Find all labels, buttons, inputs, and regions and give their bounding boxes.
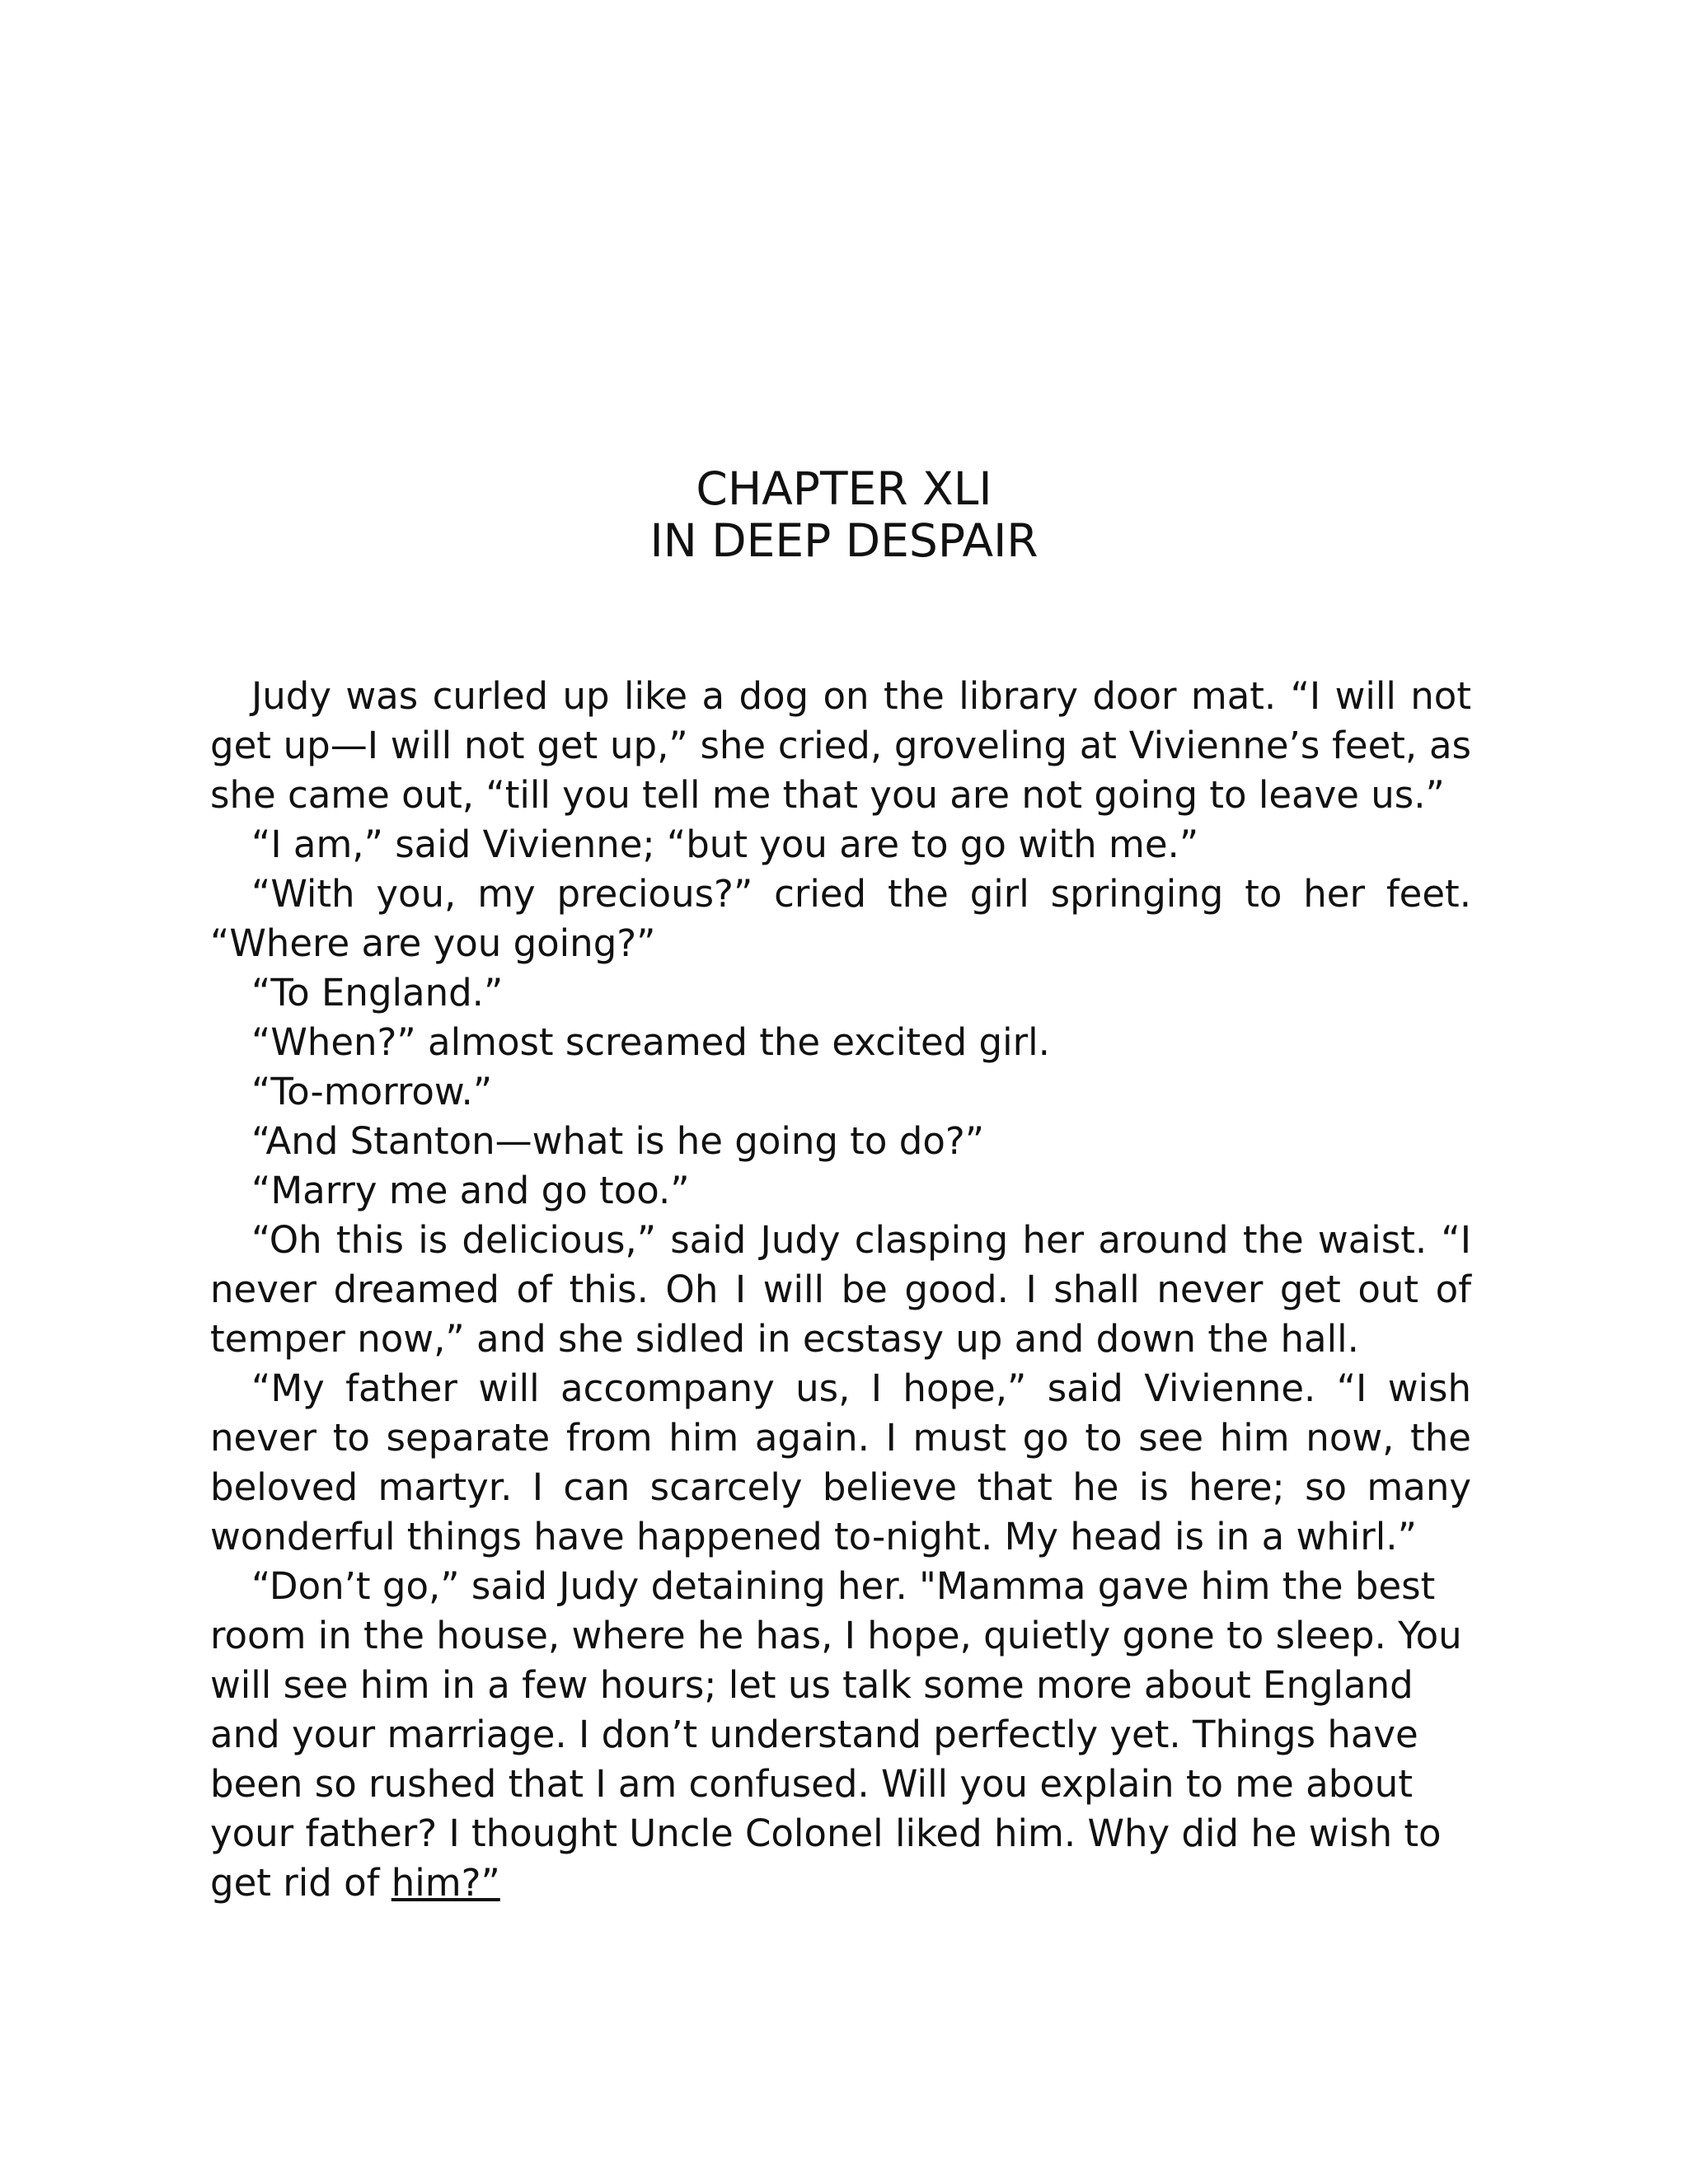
chapter-title: IN DEEP DESPAIR: [649, 514, 1039, 567]
paragraph-last-text: “Don’t go,” said Judy detaining her. "Mamma gave him the best room in the house, where he has, I hope, quietly gone to sleep. You will see him in a few hours; let us talk some more about England and your marriage. I don’t understand perfectly yet. Things have been so rushed that I am confused. Will you explain to me about your father? I thought Uncle Colonel liked him. Why did he wish to get rid of: [210, 1564, 1462, 1905]
paragraph: “To England.”: [251, 971, 504, 1015]
chapter-heading: [0, 463, 1688, 567]
paragraph: “My father will accompany us, I hope,” said Vivienne. “I wish never to separate from him again. I must go to see him now, the beloved martyr. I can scarcely believe that he is here; so many wonderful things have happened to-night. My head is in a whirl.”: [210, 1366, 1471, 1558]
paragraph: “With you, my precious?” cried the girl springing to her feet. “Where are you going?”: [210, 872, 1471, 965]
paragraph: “When?” almost screamed the excited girl.: [251, 1020, 1050, 1064]
paragraph-last: [210, 1562, 1471, 1908]
paragraph: “Oh this is delicious,” said Judy clasping her around the waist. “I never dreamed of this. Oh I will be good. I shall never get out of temper now,” and she sidled in ecstasy up and down the hall.: [210, 1218, 1471, 1361]
paragraph: “To-morrow.”: [251, 1070, 493, 1113]
paragraph: “And Stanton—what is he going to do?”: [251, 1119, 985, 1163]
underlined-word: him?”: [391, 1861, 500, 1905]
paragraph: “I am,” said Vivienne; “but you are to go with me.”: [251, 823, 1199, 866]
paragraph: Judy was curled up like a dog on the library door mat. “I will not get up—I will not get up,” she cried, groveling at Vivienne’s feet, as she came out, “till you tell me that you are not going to leave us.”: [210, 674, 1471, 817]
chapter-body: [210, 672, 1471, 1908]
chapter-number: CHAPTER XLI: [696, 462, 992, 515]
paragraph: “Marry me and go too.”: [251, 1169, 690, 1212]
